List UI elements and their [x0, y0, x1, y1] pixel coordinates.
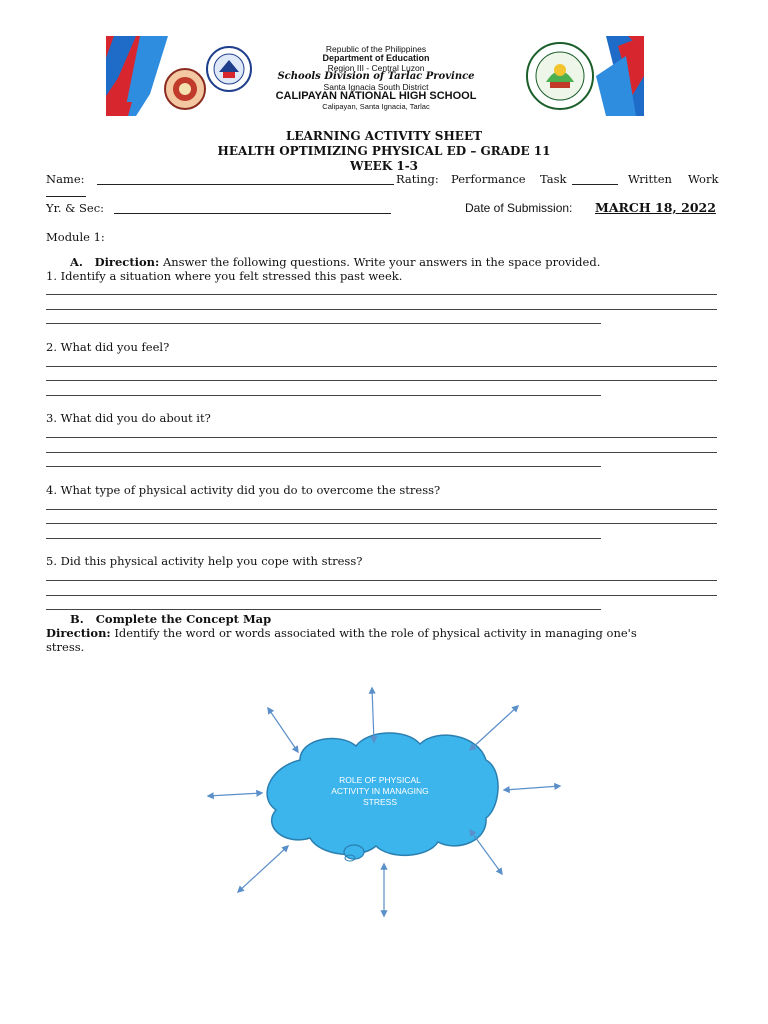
section-b-direction-text: Identify the word or words associated with the role of physical activity in managing one's: [114, 626, 637, 640]
letterhead-address: Calipayan, Santa Ignacia, Tarlac: [322, 102, 430, 111]
letterhead-department: Department of Education: [322, 53, 430, 63]
section-a-direction-label: Direction:: [94, 255, 160, 269]
concept-center-line-3: STRESS: [362, 797, 397, 807]
question-5: 5. Did this physical activity help you cope with stress?: [46, 554, 363, 568]
letterhead-region: Region III - Central Luzon: [327, 63, 425, 73]
yr-sec-label: Yr. & Sec:: [46, 201, 105, 215]
question-3: 3. What did you do about it?: [46, 411, 211, 425]
concept-center-line-1: ROLE OF PHYSICAL: [339, 775, 421, 785]
question-4: 4. What type of physical activity did you do to overcome the stress?: [46, 483, 441, 497]
date-of-submission-label: Date of Submission:: [465, 201, 573, 215]
module-label: Module 1:: [46, 230, 105, 244]
concept-center-line-2: ACTIVITY IN MANAGING: [331, 786, 429, 796]
question-1: 1. Identify a situation where you felt stressed this past week.: [46, 269, 403, 283]
section-a-letter: A.: [70, 255, 83, 269]
concept-center-label: [300, 775, 460, 808]
concept-arrow[interactable]: [470, 830, 502, 874]
letterhead-school-name: CALIPAYAN NATIONAL HIGH SCHOOL: [275, 90, 477, 102]
section-b-direction-label: Direction:: [46, 626, 111, 640]
work-label: Work: [688, 172, 719, 186]
name-label: Name:: [46, 172, 85, 186]
date-of-submission-value: MARCH 18, 2022: [595, 200, 716, 215]
letterhead-division: Schools Division of Tarlac Province: [277, 71, 475, 82]
concept-arrow[interactable]: [238, 846, 288, 892]
letterhead-republic: Republic of the Philippines: [325, 44, 427, 54]
section-b-title: Complete the Concept Map: [95, 612, 272, 626]
written-label: Written: [628, 172, 672, 186]
section-a-direction-text: Answer the following questions. Write your answers in the space provided.: [162, 255, 601, 269]
section-b-direction-text-2: stress.: [46, 640, 85, 654]
concept-arrow[interactable]: [268, 708, 298, 752]
task-label: Task: [540, 172, 567, 186]
concept-arrow[interactable]: [208, 793, 262, 796]
concept-arrow[interactable]: [470, 706, 518, 750]
section-b-letter: B.: [70, 612, 84, 626]
title-week: WEEK 1-3: [349, 159, 419, 173]
title-learning-activity-sheet: LEARNING ACTIVITY SHEET: [285, 129, 483, 143]
performance-label: Performance: [451, 172, 526, 186]
title-subject: HEALTH OPTIMIZING PHYSICAL ED – GRADE 11: [217, 144, 551, 158]
rating-label: Rating:: [396, 172, 439, 186]
concept-arrow[interactable]: [372, 688, 374, 742]
concept-arrow[interactable]: [504, 786, 560, 790]
question-2: 2. What did you feel?: [46, 340, 170, 354]
letterhead-district: Santa Ignacia South District: [323, 82, 429, 92]
